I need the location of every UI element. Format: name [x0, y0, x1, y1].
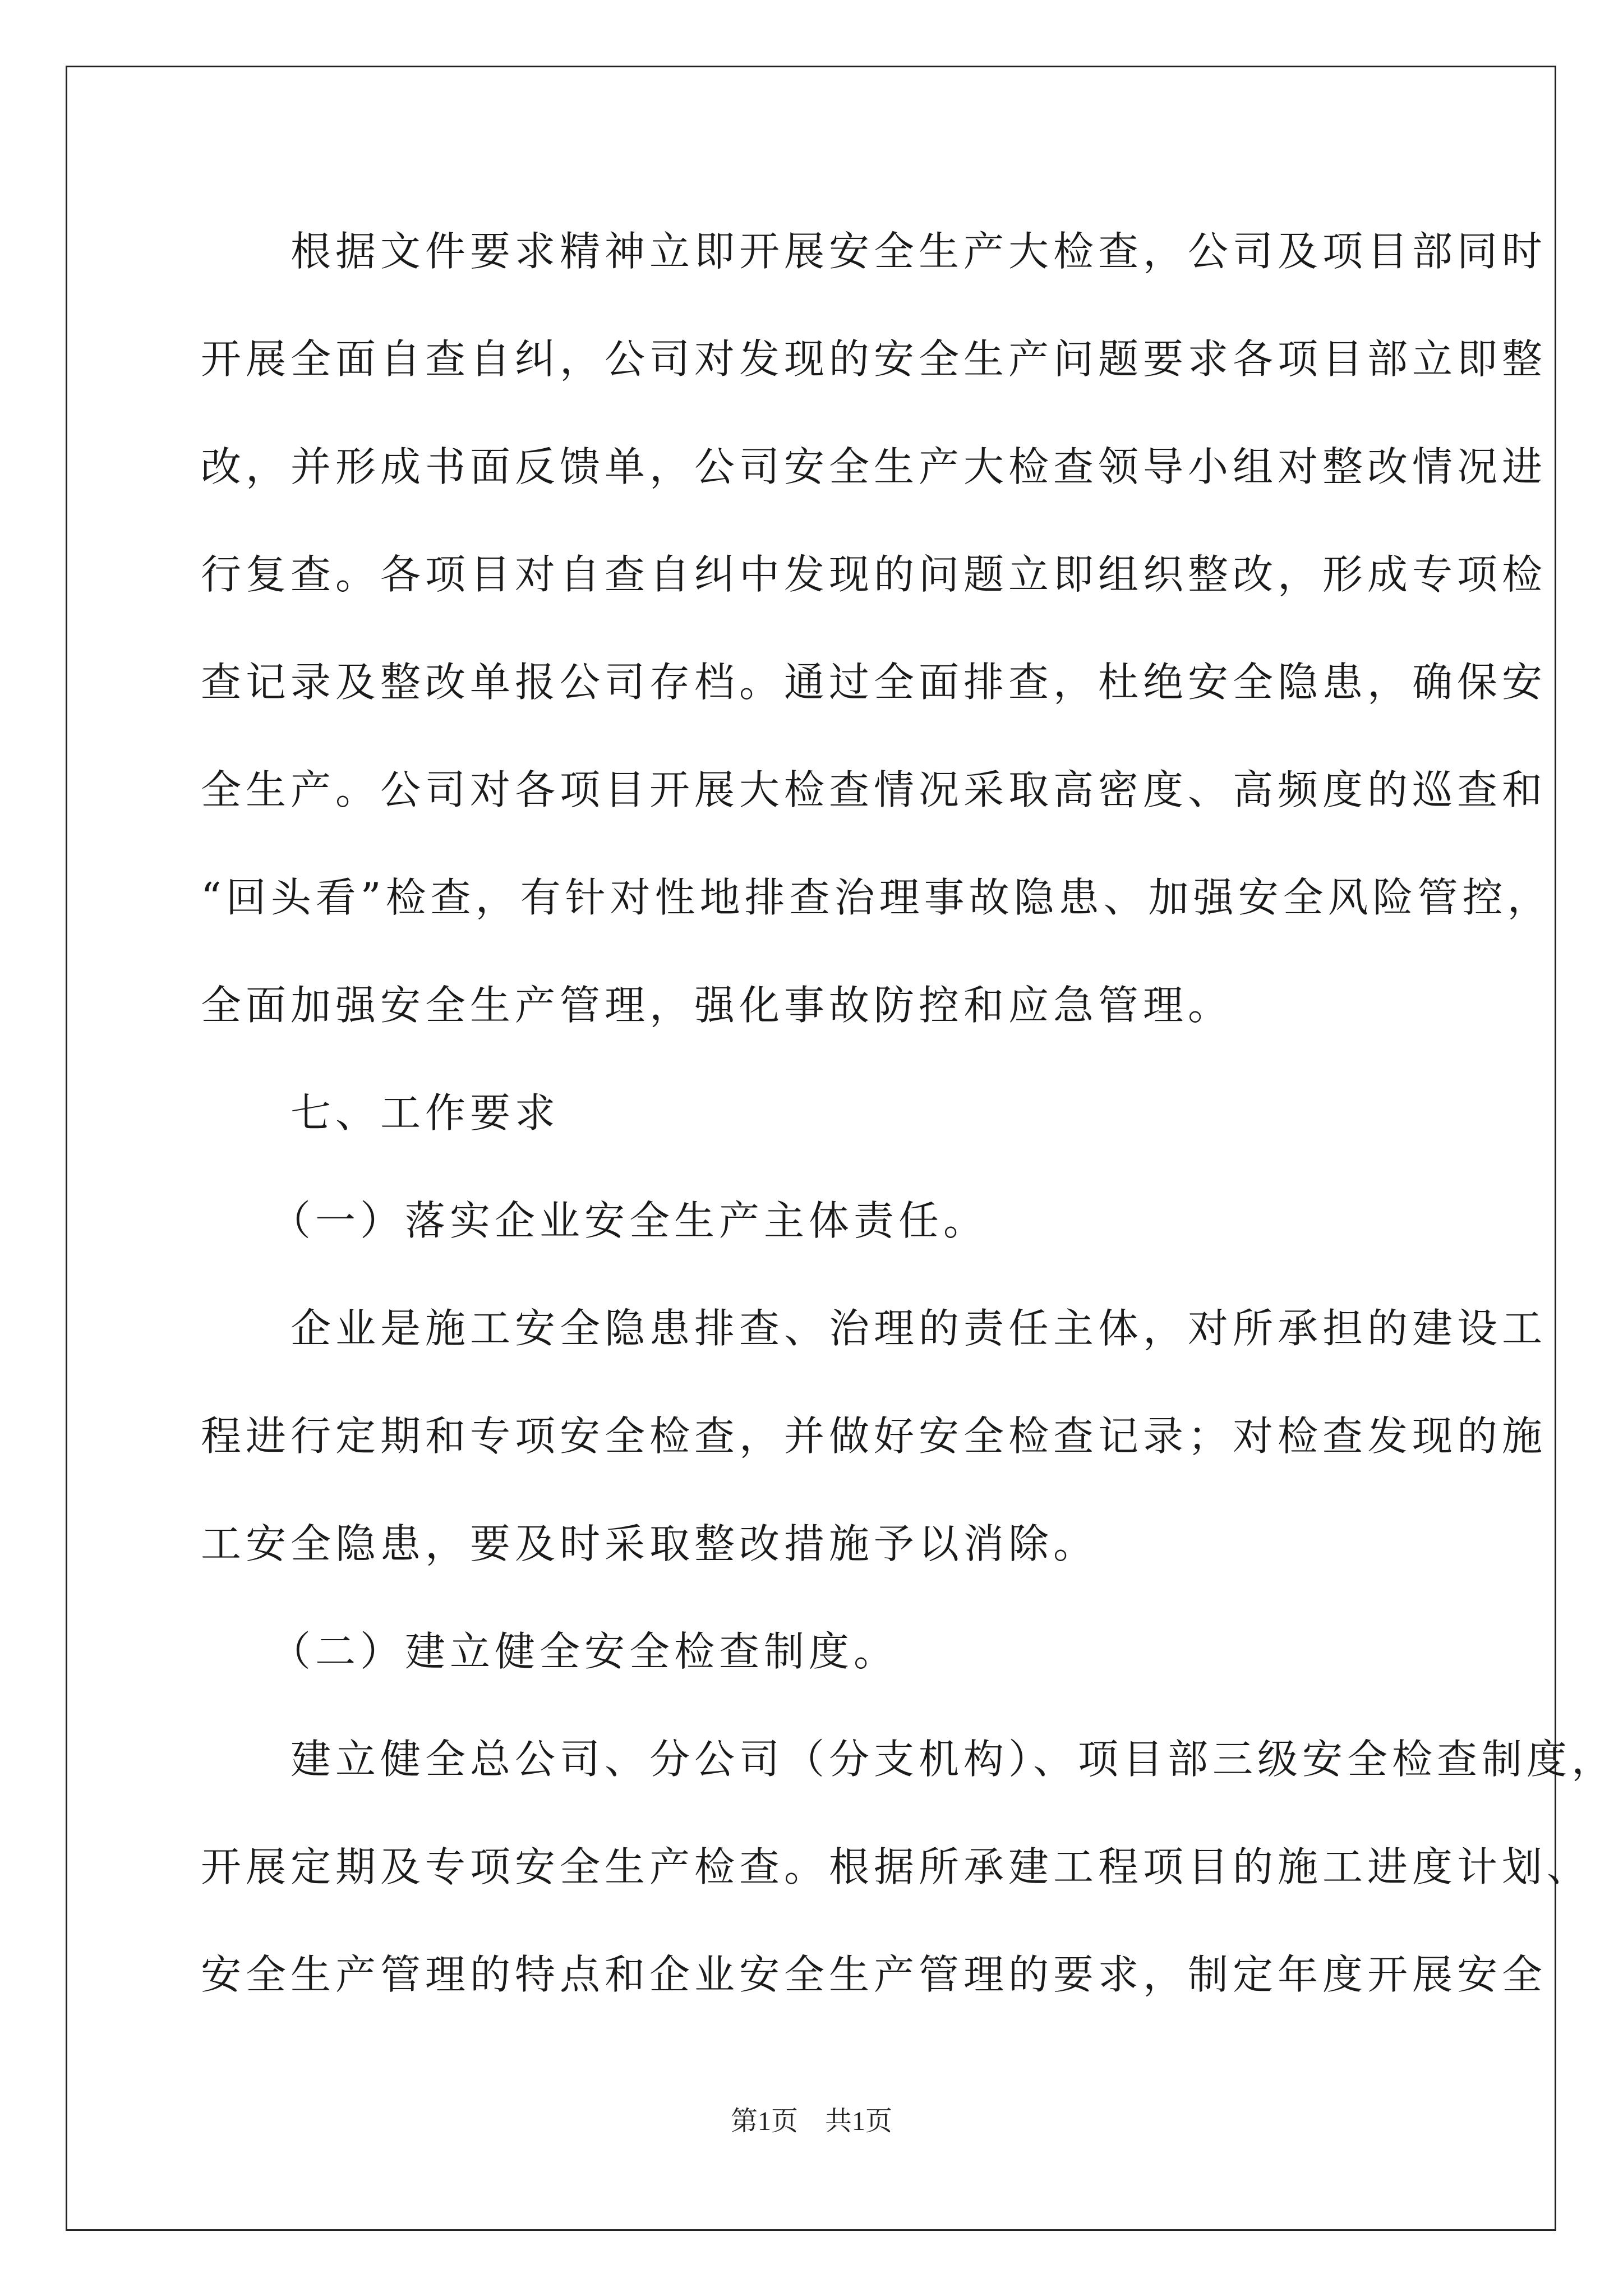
subsection-heading: （二）建立健全安全检查制度。	[201, 1628, 899, 1675]
paragraph-line: 全面加强安全生产管理，强化事故防控和应急管理。	[201, 982, 1233, 1029]
paragraph-line: 程进行定期和专项安全检查，并做好安全检查记录；对检查发现的施	[201, 1412, 1547, 1460]
paragraph-line: 开展定期及专项安全生产检查。根据所承建工程项目的施工进度计划、	[201, 1843, 1592, 1890]
paragraph-line: 建立健全总公司、分公司（分支机构）、项目部三级安全检查制度，	[201, 1736, 1617, 1783]
paragraph-line: “回头看”检查，有针对性地排查治理事故隐患、加强安全风险管控，	[201, 874, 1552, 921]
page-border	[66, 66, 1617, 2231]
paragraph-line: 企业是施工安全隐患排查、治理的责任主体，对所承担的建设工	[201, 1305, 1547, 1352]
paragraph-line: 根据文件要求精神立即开展安全生产大检查，公司及项目部同时	[201, 228, 1547, 275]
subsection-heading: （一）落实企业安全生产主体责任。	[201, 1197, 989, 1244]
paragraph-line: 改，并形成书面反馈单，公司安全生产大检查领导小组对整改情况进	[201, 443, 1547, 490]
paragraph-line: 全生产。公司对各项目开展大检查情况采取高密度、高频度的巡查和	[201, 766, 1547, 813]
paragraph-line: 行复查。各项目对自查自纠中发现的问题立即组织整改，形成专项检	[201, 551, 1547, 598]
paragraph-line: 查记录及整改单报公司存档。通过全面排查，杜绝安全隐患，确保安	[201, 659, 1547, 706]
paragraph-line: 安全生产管理的特点和企业安全生产管理的要求，制定年度开展安全	[201, 1951, 1547, 1998]
paragraph-line: 工安全隐患，要及时采取整改措施予以消除。	[201, 1520, 1099, 1567]
page-number-footer: 第1页 共1页	[730, 2106, 892, 2136]
paragraph-line: 开展全面自查自纠，公司对发现的安全生产问题要求各项目部立即整	[201, 335, 1547, 383]
section-heading: 七、工作要求	[201, 1089, 560, 1137]
